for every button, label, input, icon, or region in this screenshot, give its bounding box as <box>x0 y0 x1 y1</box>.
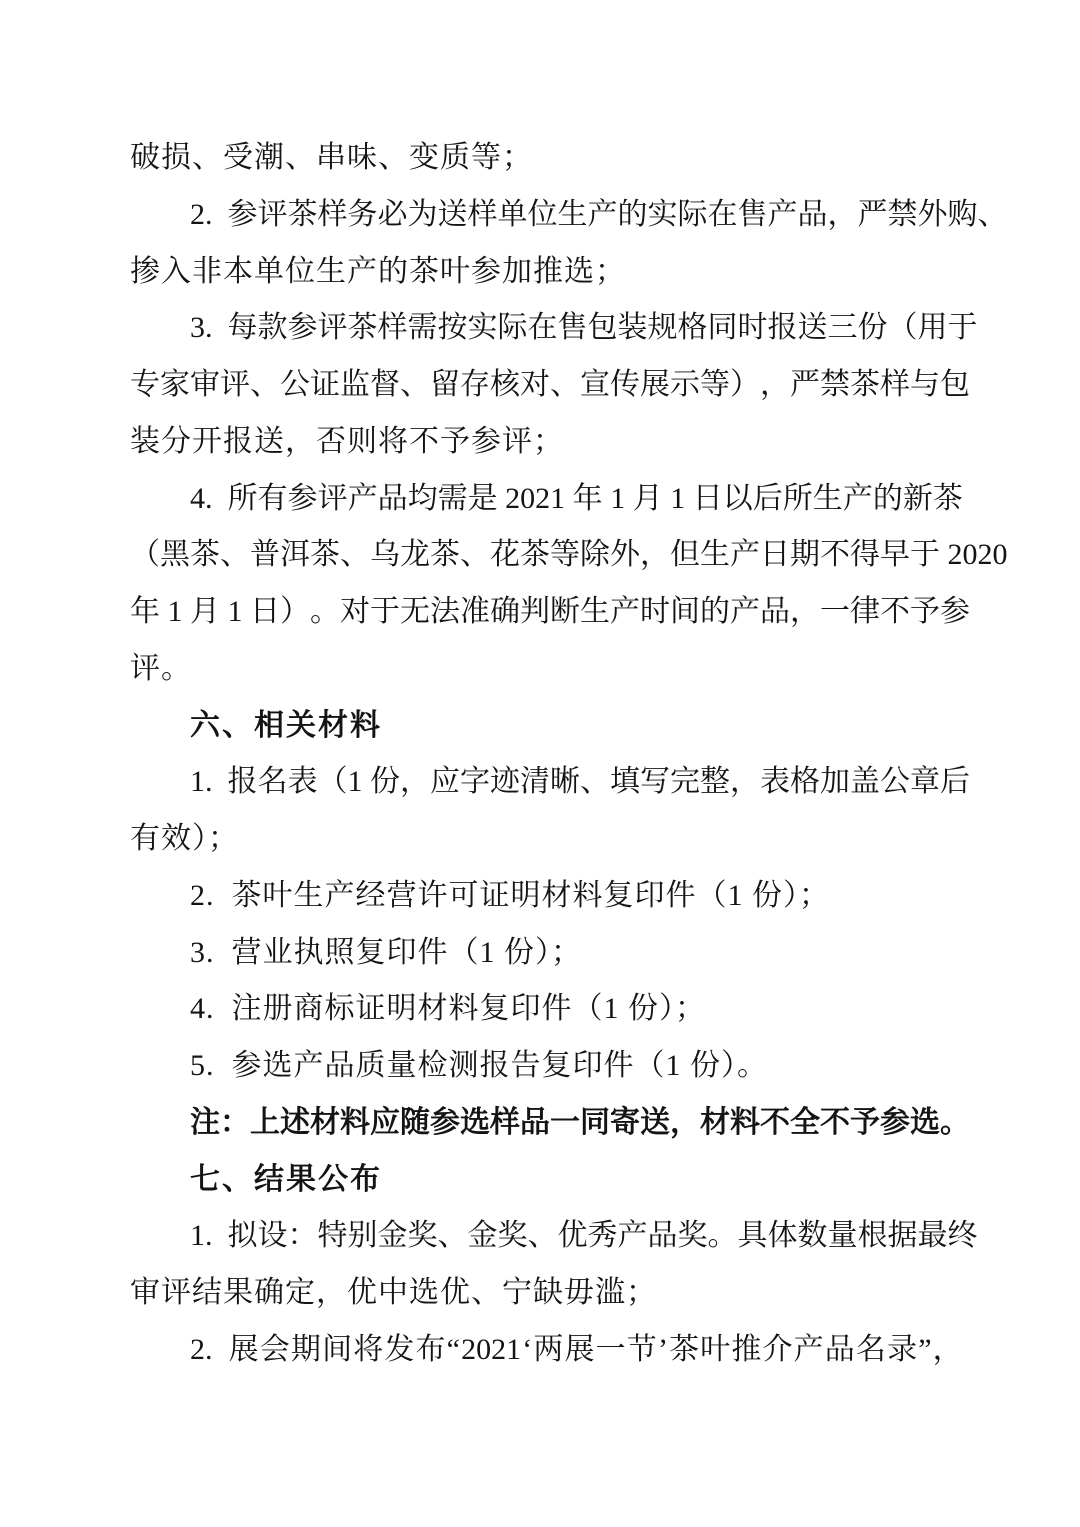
text-line: 5. 参选产品质量检测报告复印件（1 份）。 <box>190 1049 768 1082</box>
text-token: 会 <box>259 1332 290 1366</box>
text-token: 材 <box>310 1105 340 1139</box>
text-token: 购 <box>947 197 978 231</box>
text-token: 月 <box>190 595 220 628</box>
text-line: 装分开报送，否则将不予参评； <box>130 424 564 458</box>
text-token: 。 <box>940 1105 970 1139</box>
text-token: 对 <box>340 595 370 628</box>
text-token: 评 <box>317 311 348 345</box>
text-token: 法 <box>430 595 460 628</box>
text-line: 2. 茶叶生产经营许可证明材料复印件（1 份）； <box>190 878 830 912</box>
text-token: 装 <box>617 311 648 345</box>
text-token: 生 <box>700 538 730 572</box>
text-token: 2. <box>190 197 228 231</box>
text-token: 单 <box>497 197 528 231</box>
text-token: 准 <box>460 595 490 628</box>
text-token: 乌 <box>370 538 400 572</box>
text-token: 送 <box>437 197 468 231</box>
text-token: 审 <box>190 368 220 401</box>
text-token: 日 <box>760 538 790 572</box>
text-token: 迹 <box>490 765 520 799</box>
text-token: 除 <box>580 538 610 572</box>
text-token: 名 <box>855 1332 886 1366</box>
text-token: 产 <box>587 197 618 231</box>
text-token: 留 <box>430 368 460 401</box>
text-token: 份 <box>857 311 888 345</box>
section-heading-line: 六、相关材料 <box>190 708 382 742</box>
text-token: 优 <box>557 1219 588 1253</box>
text-token: 年 <box>572 481 603 515</box>
text-line <box>130 527 1008 584</box>
text-token: 、 <box>580 765 610 799</box>
text-token: 奖 <box>497 1219 528 1253</box>
text-token: 拟 <box>227 1219 258 1253</box>
text-token: 产 <box>730 538 760 572</box>
text-token: 同 <box>707 311 738 345</box>
text-token: 包 <box>940 368 970 401</box>
text-token: 品 <box>377 481 408 515</box>
text-token: 有 <box>257 481 288 515</box>
text-token: 于 <box>947 311 978 345</box>
text-token: 日 <box>692 481 723 515</box>
text-token: 、 <box>400 368 430 401</box>
text-token: 茶 <box>669 1332 700 1366</box>
text-token: 1 <box>602 481 633 515</box>
text-token: 产 <box>347 481 378 515</box>
text-token: 材 <box>700 1105 730 1139</box>
text-token: 秀 <box>587 1219 618 1253</box>
text-line: 审评结果确定，优中选优、宁缺毋滥； <box>130 1276 657 1309</box>
text-token: 奖 <box>407 1219 438 1253</box>
text-token: 样 <box>377 311 408 345</box>
note-line <box>130 1095 970 1152</box>
text-token: 督 <box>370 368 400 401</box>
text-line <box>130 187 1008 244</box>
text-line: 有效）； <box>130 822 239 855</box>
text-token: 不 <box>820 538 850 572</box>
text-token: ： <box>220 1105 250 1139</box>
text-token: 需 <box>407 311 438 345</box>
text-token: 报 <box>767 311 798 345</box>
text-token: 茶 <box>287 197 318 231</box>
text-token: 存 <box>460 368 490 401</box>
text-token: 发 <box>384 1332 415 1366</box>
text-token: 所 <box>782 481 813 515</box>
text-token: 在 <box>707 197 738 231</box>
text-token: 盖 <box>850 765 880 799</box>
text-token: 清 <box>520 765 550 799</box>
text-token: 选 <box>460 1105 490 1139</box>
text-token: 普 <box>250 538 280 572</box>
text-token: 早 <box>880 538 910 572</box>
text-token: 产 <box>842 481 873 515</box>
text-token: （ <box>887 311 918 345</box>
text-line: 评。 <box>130 651 192 685</box>
text-token: 产 <box>610 595 640 628</box>
text-token: 每 <box>227 311 258 345</box>
text-token: 售 <box>557 311 588 345</box>
text-token: 所 <box>227 481 258 515</box>
text-token: 品 <box>647 1219 678 1253</box>
text-token: 无 <box>400 595 430 628</box>
text-token: 整 <box>700 765 730 799</box>
text-token: 评 <box>220 368 250 401</box>
text-token: 节 <box>626 1332 657 1366</box>
text-token: 布 <box>415 1332 446 1366</box>
text-token: 产 <box>793 1332 824 1366</box>
section-heading-line: 七、结果公布 <box>190 1162 382 1196</box>
text-token: 等 <box>700 368 730 401</box>
text-token: 禁 <box>820 368 850 401</box>
text-token: 规 <box>647 311 678 345</box>
text-token: 按 <box>437 311 468 345</box>
text-token: 3. <box>190 311 228 345</box>
text-token: 三 <box>827 311 858 345</box>
text-token: 家 <box>160 368 190 401</box>
text-token: 但 <box>670 538 700 572</box>
text-token: 应 <box>430 765 460 799</box>
text-token: ‘ <box>522 1332 533 1366</box>
text-token: 填 <box>610 765 640 799</box>
text-token: 具 <box>737 1219 768 1253</box>
text-token: 1 <box>662 481 693 515</box>
text-token: 与 <box>910 368 940 401</box>
text-token: 参 <box>287 481 318 515</box>
text-token: 字 <box>460 765 490 799</box>
text-token: 公 <box>880 765 910 799</box>
text-token: 介 <box>762 1332 793 1366</box>
text-token: 等 <box>550 538 580 572</box>
text-token: 奖 <box>677 1219 708 1253</box>
document-text-block <box>130 130 1008 1379</box>
text-token: 参 <box>880 1105 910 1139</box>
text-token: 格 <box>677 311 708 345</box>
text-token: 茶 <box>850 368 880 401</box>
text-token: 晰 <box>550 765 580 799</box>
text-token: 后 <box>940 765 970 799</box>
text-token: ， <box>730 765 760 799</box>
text-token: 金 <box>467 1219 498 1253</box>
text-token: ， <box>640 538 670 572</box>
text-token: 产 <box>767 197 798 231</box>
text-token: 随 <box>400 1105 430 1139</box>
text-token: 、 <box>977 197 1008 231</box>
text-token: 、 <box>340 538 370 572</box>
text-token: ， <box>670 1105 700 1139</box>
text-token: 参 <box>940 595 970 628</box>
text-token: 月 <box>632 481 663 515</box>
text-token: 、 <box>527 1219 558 1253</box>
text-token: 全 <box>790 1105 820 1139</box>
text-token: 同 <box>580 1105 610 1139</box>
text-token: 参 <box>287 311 318 345</box>
text-token: 1 <box>347 765 370 799</box>
text-token: 外 <box>610 538 640 572</box>
text-line <box>130 300 978 357</box>
text-token: 2021 <box>497 481 573 515</box>
text-token: 茶 <box>347 311 378 345</box>
text-token: 、 <box>220 538 250 572</box>
text-line: 4. 注册商标证明材料复印件（1 份）； <box>190 992 706 1026</box>
text-token: 金 <box>377 1219 408 1253</box>
text-token: 产 <box>617 1219 648 1253</box>
text-token: 年 <box>130 595 160 628</box>
text-token: 时 <box>737 311 768 345</box>
text-token: 品 <box>760 595 790 628</box>
text-token: ） <box>280 595 310 628</box>
text-line <box>130 754 970 811</box>
text-token: 新 <box>902 481 933 515</box>
text-line <box>130 1208 978 1265</box>
text-token: ， <box>400 765 430 799</box>
text-token: 需 <box>437 481 468 515</box>
text-token: 表 <box>760 765 790 799</box>
text-token: 际 <box>677 197 708 231</box>
text-token: 参 <box>430 1105 460 1139</box>
text-token: 在 <box>527 311 558 345</box>
text-token: 于 <box>910 538 940 572</box>
text-token: 评 <box>257 197 288 231</box>
text-token: 黑 <box>160 538 190 572</box>
text-token: 生 <box>557 197 588 231</box>
text-token: “ <box>446 1332 460 1366</box>
text-token: 展 <box>228 1332 259 1366</box>
text-token: ” <box>918 1332 932 1366</box>
text-token: 设 <box>257 1219 288 1253</box>
text-token: 确 <box>490 595 520 628</box>
text-token: 茶 <box>932 481 963 515</box>
text-token: 务 <box>347 197 378 231</box>
text-token: 严 <box>857 197 888 231</box>
text-token: 茶 <box>310 538 340 572</box>
text-token: 1. <box>190 1219 228 1253</box>
text-token: 料 <box>730 1105 760 1139</box>
text-token: 写 <box>640 765 670 799</box>
text-line: 掺入非本单位生产的茶叶参加推选； <box>130 254 626 288</box>
text-token: 送 <box>797 311 828 345</box>
text-token: 名 <box>257 765 288 799</box>
text-token: 展 <box>564 1332 595 1366</box>
text-token: 不 <box>760 1105 790 1139</box>
text-token: 际 <box>497 311 528 345</box>
text-token: 包 <box>587 311 618 345</box>
text-token: 产 <box>730 595 760 628</box>
text-token: 严 <box>790 368 820 401</box>
text-token: 述 <box>280 1105 310 1139</box>
text-line: 破损、受潮、串味、变质等； <box>130 141 533 174</box>
text-token: 后 <box>752 481 783 515</box>
text-line <box>130 471 963 528</box>
text-token: 得 <box>850 538 880 572</box>
text-token: ： <box>287 1219 318 1253</box>
text-token: 予 <box>910 595 940 628</box>
text-token: 4. <box>190 481 228 515</box>
text-token: 洱 <box>280 538 310 572</box>
text-token: 体 <box>767 1219 798 1253</box>
text-token: 的 <box>872 481 903 515</box>
text-token: 实 <box>467 311 498 345</box>
text-token: 料 <box>340 1105 370 1139</box>
text-token: 加 <box>820 765 850 799</box>
text-token: 予 <box>850 1105 880 1139</box>
text-token: 根 <box>857 1219 888 1253</box>
text-token: 样 <box>880 368 910 401</box>
text-token: 评 <box>317 481 348 515</box>
text-token: 茶 <box>430 538 460 572</box>
text-token: 样 <box>317 197 348 231</box>
text-token: 的 <box>617 197 648 231</box>
text-token: 终 <box>947 1219 978 1253</box>
text-token: 报 <box>227 765 258 799</box>
text-token: ， <box>760 368 790 401</box>
text-token: 别 <box>347 1219 378 1253</box>
text-token: 选 <box>910 1105 940 1139</box>
text-token: 位 <box>527 197 558 231</box>
text-token: 期 <box>290 1332 321 1366</box>
text-token: 特 <box>317 1219 348 1253</box>
text-token: 一 <box>820 595 850 628</box>
text-token: 寄 <box>610 1105 640 1139</box>
text-token: 核 <box>490 368 520 401</box>
text-token: 断 <box>550 595 580 628</box>
text-token: 示 <box>670 368 700 401</box>
text-token: 花 <box>490 538 520 572</box>
text-token: 据 <box>887 1219 918 1253</box>
text-token: ） <box>730 368 760 401</box>
text-token: 、 <box>250 368 280 401</box>
text-token: 不 <box>880 595 910 628</box>
text-token: 两 <box>533 1332 564 1366</box>
text-token: （ <box>130 538 160 572</box>
text-token: 格 <box>790 765 820 799</box>
text-token: 参 <box>227 197 258 231</box>
text-token: 的 <box>700 595 730 628</box>
text-token: 间 <box>322 1332 353 1366</box>
text-token: 时 <box>640 595 670 628</box>
text-token: 完 <box>670 765 700 799</box>
text-token: 生 <box>812 481 843 515</box>
text-line: 3. 营业执照复印件（1 份）； <box>190 935 582 969</box>
text-token: 以 <box>722 481 753 515</box>
text-token: 一 <box>550 1105 580 1139</box>
text-token: 宣 <box>580 368 610 401</box>
text-token: 注 <box>190 1105 220 1139</box>
text-token: 品 <box>797 197 828 231</box>
text-token: 。 <box>310 595 340 628</box>
text-token: 款 <box>257 311 288 345</box>
text-token: 品 <box>824 1332 855 1366</box>
text-token: 对 <box>520 368 550 401</box>
text-token: 必 <box>377 197 408 231</box>
text-token: 不 <box>820 1105 850 1139</box>
text-token: 。 <box>707 1219 738 1253</box>
text-token: 一 <box>595 1332 626 1366</box>
text-token: 期 <box>790 538 820 572</box>
text-token: 1 <box>220 595 250 628</box>
text-token: ， <box>790 595 820 628</box>
text-token: 样 <box>490 1105 520 1139</box>
text-token: ， <box>827 197 858 231</box>
text-token: 茶 <box>190 538 220 572</box>
text-token: 专 <box>130 368 160 401</box>
text-token: ’ <box>657 1332 668 1366</box>
text-token: 为 <box>407 197 438 231</box>
text-token: 应 <box>370 1105 400 1139</box>
text-token: 、 <box>550 368 580 401</box>
text-token: 1 <box>160 595 190 628</box>
text-token: 2. <box>190 1332 228 1366</box>
text-token: 最 <box>917 1219 948 1253</box>
text-token: 生 <box>580 595 610 628</box>
text-token: 将 <box>353 1332 384 1366</box>
text-token: 推 <box>731 1332 762 1366</box>
text-token: 律 <box>850 595 880 628</box>
text-token: （ <box>317 765 348 799</box>
text-token: 是 <box>467 481 498 515</box>
text-token: 间 <box>670 595 700 628</box>
text-token: 章 <box>910 765 940 799</box>
text-line <box>130 584 970 641</box>
text-token: 证 <box>310 368 340 401</box>
text-line <box>130 357 970 414</box>
text-token: 于 <box>370 595 400 628</box>
text-token: 展 <box>640 368 670 401</box>
text-token: 监 <box>340 368 370 401</box>
text-token: 样 <box>467 197 498 231</box>
text-token: 份 <box>370 765 400 799</box>
text-token: ， <box>932 1332 963 1366</box>
text-token: 龙 <box>400 538 430 572</box>
text-token: 茶 <box>520 538 550 572</box>
text-token: 量 <box>827 1219 858 1253</box>
text-token: 禁 <box>887 197 918 231</box>
text-token: 叶 <box>700 1332 731 1366</box>
text-token: 外 <box>917 197 948 231</box>
text-token: 送 <box>640 1105 670 1139</box>
text-token: 2021 <box>461 1332 522 1366</box>
text-token: 公 <box>280 368 310 401</box>
text-token: 传 <box>610 368 640 401</box>
text-token: 品 <box>520 1105 550 1139</box>
text-token: 均 <box>407 481 438 515</box>
text-token: 表 <box>287 765 318 799</box>
text-token: 数 <box>797 1219 828 1253</box>
text-token: 2020 <box>940 538 1008 572</box>
text-token: 用 <box>917 311 948 345</box>
text-token: 上 <box>250 1105 280 1139</box>
text-line <box>130 1322 963 1379</box>
text-token: 售 <box>737 197 768 231</box>
text-token: 录 <box>887 1332 918 1366</box>
text-token: 、 <box>437 1219 468 1253</box>
text-token: 实 <box>647 197 678 231</box>
text-token: 判 <box>520 595 550 628</box>
text-token: 、 <box>460 538 490 572</box>
text-token: 1. <box>190 765 228 799</box>
text-token: 日 <box>250 595 280 628</box>
